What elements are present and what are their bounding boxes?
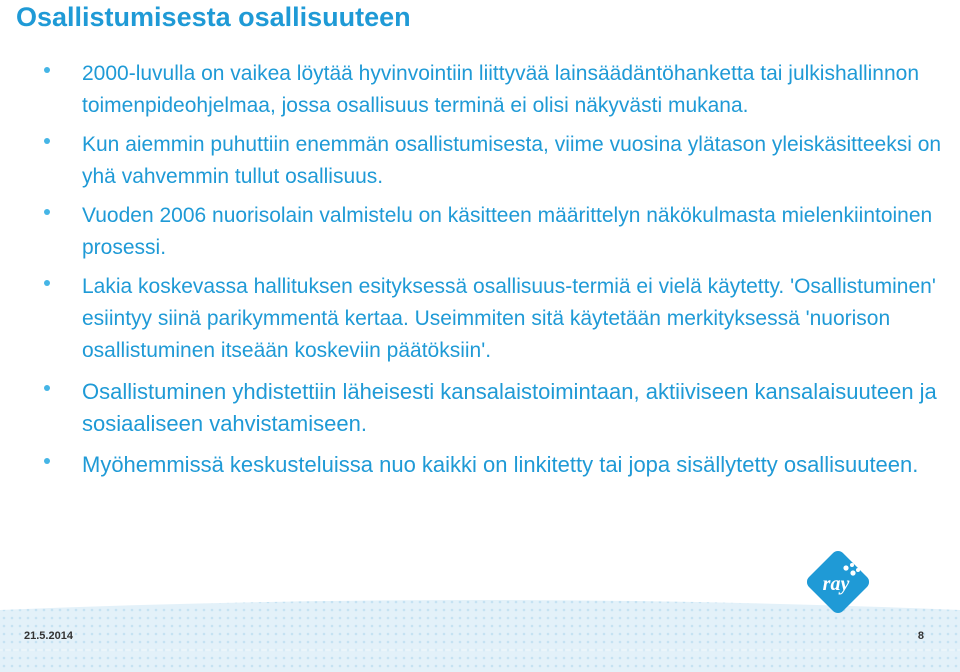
bullet-text: 2000-luvulla on vaikea löytää hyvinvointiin liittyvää lainsäädäntöhanketta tai julkishallinnon toimenpideohjelmaa, jossa osallisuus terminä ei olisi näkyvästi mukana. (82, 62, 920, 117)
bullet-dot-icon (44, 209, 50, 215)
bullet-item (44, 376, 944, 440)
bullet-text: Lakia koskevassa hallituksen esityksessä osallisuus-termiä ei vielä käytetty. 'Osallistuminen' esiintyy siinä parikymmentä kertaa. Useimmiten sitä käytetään merkityksessä 'nuorison osallistuminen itseään koskeviin päätöksiin'. (82, 275, 936, 362)
bullet-item (44, 129, 944, 193)
bullet-dot-icon (44, 67, 50, 73)
bullet-dot-icon (44, 138, 50, 144)
ray-logo (800, 548, 876, 616)
bullet-list (44, 58, 944, 481)
bullet-dot-icon (44, 280, 50, 286)
bullet-item (44, 200, 944, 264)
bullet-dot-icon (44, 385, 50, 391)
bullet-item (44, 271, 944, 367)
bullet-text: Myöhemmissä keskusteluissa nuo kaikki on linkitetty tai jopa sisällytetty osallisuuteen. (82, 452, 919, 477)
bullet-item (44, 58, 944, 122)
footer-date: 21.5.2014 (24, 630, 73, 642)
bullet-text: Vuoden 2006 nuorisolain valmistelu on käsitteen määrittelyn näkökulmasta mielenkiintoinen prosessi. (82, 204, 933, 259)
bullet-item (44, 449, 944, 481)
bullet-text: Osallistuminen yhdistettiin läheisesti kansalaistoimintaan, aktiiviseen kansalaisuuteen ja sosiaaliseen vahvistamiseen. (82, 379, 937, 436)
slide-title: Osallistumisesta osallisuuteen (16, 2, 411, 32)
ray-logo-icon (800, 548, 876, 616)
bullet-dot-icon (44, 458, 50, 464)
page-number: 8 (917, 630, 924, 642)
svg-text:ray: ray (822, 573, 850, 595)
bullet-text: Kun aiemmin puhuttiin enemmän osallistumisesta, viime vuosina ylätason yleiskäsitteeksi on yhä vahvemmin tullut osallisuus. (82, 133, 942, 188)
